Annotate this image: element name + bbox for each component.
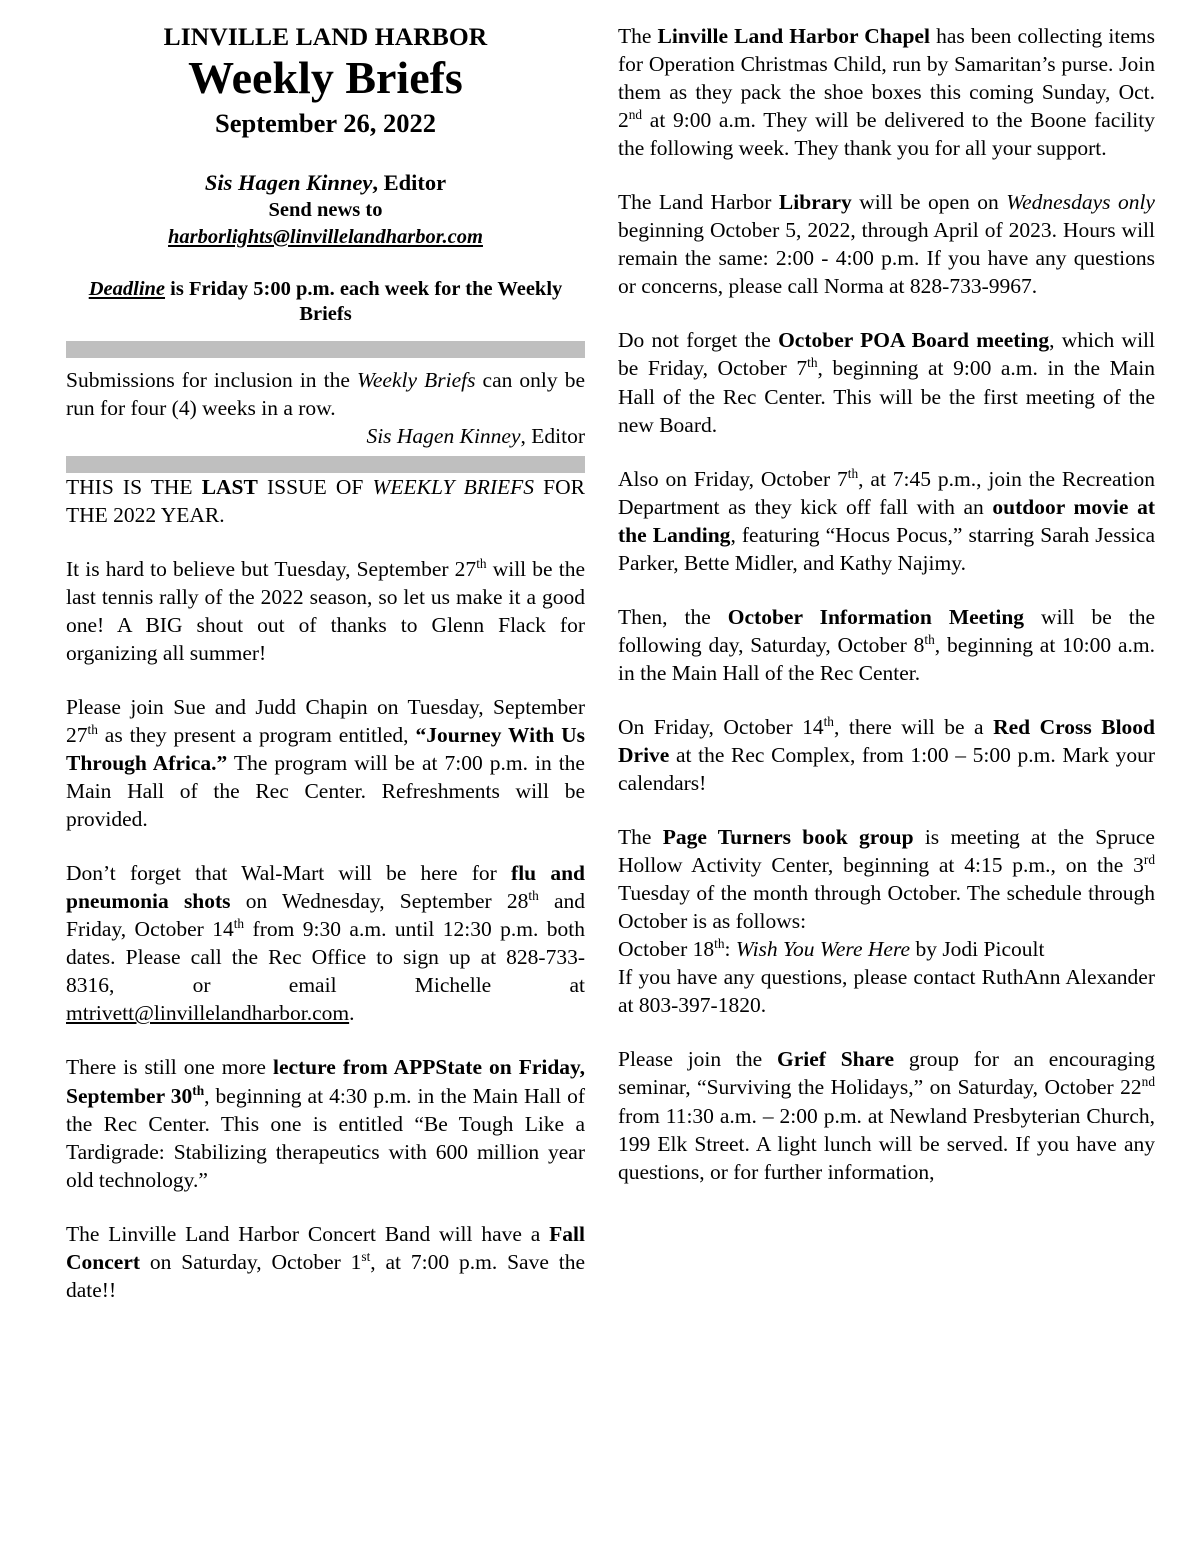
r7b-c: by Jodi Picoult <box>910 937 1045 962</box>
right-column <box>618 22 1155 1553</box>
submissions-text-a: Submissions for inclusion in the <box>66 367 357 392</box>
p5-b: , beginning at 4:30 p.m. in the Main Hall of the Rec Center. This one is entitled “Be Tough Like a Tardigrade: Stabilizing therapeutics with 600 million year old technology.” <box>66 1083 585 1192</box>
michelle-email-link[interactable]: mtrivett@linvillelandharbor.com <box>66 1001 350 1026</box>
r5-b: will be the following day, Saturday, October 8 <box>618 604 1155 657</box>
paragraph-book-schedule <box>618 935 1155 963</box>
paragraph-blood-drive <box>618 713 1155 797</box>
r4-b: , at 7:45 p.m., join the Recreation Department as they kick off fall with an <box>618 466 1155 519</box>
r5-sup: th <box>924 631 935 647</box>
p2-sup: th <box>476 555 487 571</box>
p5-a: There is still one more <box>66 1055 273 1080</box>
r7-c: Tuesday of the month through October. The schedule through October is as follows: <box>618 881 1155 934</box>
paragraph-walmart-shots <box>66 859 585 1027</box>
editor-role: , Editor <box>372 170 447 196</box>
r4-sup: th <box>847 465 859 481</box>
r4-bold: outdoor movie at the Landing <box>618 494 1155 547</box>
paragraph-library-hours <box>618 188 1155 300</box>
p6-bold: Fall Concert <box>66 1221 585 1274</box>
r6-bold: Red Cross Blood Drive <box>618 714 1155 767</box>
p4-bold: flu and pneumonia shots <box>66 861 585 914</box>
r2-italic: Wednesdays only <box>1006 190 1155 215</box>
p4-d: from 9:30 a.m. until 12:30 p.m. both dates. Please call the Rec Office to sign up at 828-733-8316, or email Michelle at <box>66 917 586 998</box>
p1-a: THIS IS THE <box>66 474 202 499</box>
p1-bold: LAST <box>201 474 258 499</box>
r7b-b: : <box>724 937 736 962</box>
gray-divider-top <box>66 341 585 358</box>
r2-a: The Land Harbor <box>618 190 779 215</box>
book-title: Wish You Were Here <box>735 937 911 962</box>
paragraph-poa-board-meeting <box>618 326 1155 438</box>
gray-divider-bottom <box>66 456 585 473</box>
p5-sup: th <box>192 1082 205 1098</box>
r8-c: from 11:30 a.m. – 2:00 p.m. at Newland Presbyterian Church, 199 Elk Street. A light lunch will be served. If you have any questions, or for further information, <box>618 1103 1155 1184</box>
r1-c: at 9:00 a.m. They will be delivered to the Boone facility the following week. They thank you for all your support. <box>618 108 1155 161</box>
p1-italic: WEEKLY BRIEFS <box>372 474 535 499</box>
p4-b: on Wednesday, September 28 <box>230 889 529 914</box>
p6-a: The Linville Land Harbor Concert Band will have a <box>66 1221 550 1246</box>
r7-sup1: rd <box>1143 851 1155 867</box>
r2-bold: Library <box>778 190 852 215</box>
paragraph-appstate-lecture <box>66 1053 585 1193</box>
p4-a: Don’t forget that Wal-Mart will be here for <box>66 861 512 886</box>
r3-sup: th <box>807 355 818 371</box>
signature-name: Sis Hagen Kinney <box>366 423 521 448</box>
p3-c: The program will be at 7:00 p.m. in the Main Hall of the Rec Center. Refreshments will be provided. <box>66 751 585 832</box>
paragraph-book-contact <box>618 963 1155 1019</box>
p6-c: , at 7:00 p.m. Save the date!! <box>66 1249 585 1302</box>
r7b-a: October 18 <box>618 937 715 962</box>
paragraph-last-issue <box>66 473 585 529</box>
r7-a: The <box>618 825 663 850</box>
r4-c: , featuring “Hocus Pocus,” starring Sarah Jessica Parker, Bette Midler, and Kathy Najimy. <box>618 522 1155 575</box>
r4-a: Also on Friday, October 7 <box>618 466 848 491</box>
submissions-note <box>66 367 585 423</box>
deadline-keyword: Deadline <box>88 277 166 300</box>
deadline-text: is Friday 5:00 p.m. each week for the Weekly Briefs <box>165 277 563 326</box>
p1-b: ISSUE OF <box>257 474 373 499</box>
r8-b: group for an encouraging seminar, “Surviving the Holidays,” on Saturday, October 22 <box>618 1047 1155 1100</box>
paragraph-africa-program <box>66 693 585 833</box>
p5-bold1: lecture from APPState on Friday, September 30 <box>66 1055 586 1108</box>
r5-c: , beginning at 10:00 a.m. in the Main Hall of the Rec Center. <box>618 632 1155 685</box>
r3-c: , beginning at 9:00 a.m. in the Main Hall of the Rec Center. This will be the first meeting of the new Board. <box>618 356 1155 437</box>
r1-b: has been collecting items for Operation Christmas Child, run by Samaritan’s purse. Join them as they pack the shoe boxes this coming Sunday, Oct. 2 <box>618 24 1155 133</box>
masthead-date: September 26, 2022 <box>214 107 437 138</box>
editor-email[interactable]: harborlights@linvillelandharbor.com <box>168 226 483 248</box>
r6-b: , there will be a <box>833 714 994 739</box>
r7b-sup: th <box>714 936 725 952</box>
r7c-a: If you have any questions, please contact RuthAnn Alexander at 803-397-1820. <box>618 965 1155 1018</box>
r7-bold: Page Turners book group <box>662 825 914 850</box>
p6-b: on Saturday, October 1 <box>140 1249 362 1274</box>
r6-sup: th <box>823 713 834 729</box>
editor-name: Sis Hagen Kinney <box>204 170 373 196</box>
r5-a: Then, the <box>618 604 728 629</box>
paragraph-fall-concert <box>66 1220 585 1304</box>
editor-block <box>66 169 585 250</box>
p6-sup: st <box>361 1248 371 1264</box>
r1-a: The <box>618 24 658 48</box>
r8-sup: nd <box>1141 1074 1155 1090</box>
paragraph-information-meeting <box>618 603 1155 687</box>
r3-b: , which will be Friday, October 7 <box>618 328 1156 381</box>
r8-a: Please join the <box>618 1047 777 1072</box>
page-title: Weekly Briefs <box>188 52 463 104</box>
r2-c: beginning October 5, 2022, through April of 2023. Hours will remain the same: 2:00 - 4:00 p.m. If you have any questions or concerns, please call Norma at 828-733-9967. <box>618 218 1155 299</box>
r5-bold: October Information Meeting <box>727 604 1025 629</box>
r6-a: On Friday, October 14 <box>618 714 824 739</box>
paragraph-grief-share <box>618 1045 1155 1185</box>
r7-b: is meeting at the Spruce Hollow Activity Center, beginning at 4:15 p.m., on the 3 <box>618 825 1155 878</box>
r8-bold: Grief Share <box>776 1047 895 1072</box>
r6-c: at the Rec Complex, from 1:00 – 5:00 p.m. Mark your calendars! <box>618 742 1155 796</box>
p4-sup2: th <box>233 916 245 932</box>
paragraph-chapel-christmas-child <box>618 22 1155 162</box>
p4-e: . <box>349 1001 355 1026</box>
p3-sup: th <box>87 721 98 737</box>
masthead <box>66 22 585 138</box>
r3-a: Do not forget the <box>618 328 779 353</box>
p2-b: will be the last tennis rally of the 2022 season, so let us make it a good one! A BIG shout out of thanks to Glenn Flack for organizing all summer! <box>66 556 585 665</box>
editor-credit <box>66 169 585 196</box>
p2-a: It is hard to believe but Tuesday, September 27 <box>66 556 477 581</box>
deadline-notice <box>66 277 585 328</box>
paragraph-outdoor-movie <box>618 465 1155 577</box>
p3-a: Please join Sue and Judd Chapin on Tuesday, September 27 <box>66 694 585 748</box>
left-column <box>66 22 585 1553</box>
p3-bold: “Journey With Us Through Africa.” <box>66 723 585 776</box>
r3-bold: October POA Board meeting <box>778 328 1050 353</box>
p4-sup1: th <box>528 888 539 904</box>
masthead-organization: LINVILLE LAND HARBOR <box>163 22 488 51</box>
paragraph-page-turners <box>618 823 1155 935</box>
send-news-label: Send news to <box>268 199 383 222</box>
p1-c: FOR THE 2022 YEAR. <box>66 474 585 527</box>
r1-sup: nd <box>628 106 643 122</box>
p3-b: as they present a program entitled, <box>97 723 416 748</box>
submissions-publication-name: Weekly Briefs <box>356 367 476 392</box>
submissions-text-b: can only be run for four (4) weeks in a row. <box>66 367 586 420</box>
paragraph-tennis-rally <box>66 555 585 667</box>
signature-role: , Editor <box>520 423 585 448</box>
r1-bold: Linville Land Harbor Chapel <box>657 24 930 48</box>
p4-c: and Friday, October 14 <box>66 889 585 942</box>
r2-b: will be open on <box>851 190 1007 215</box>
submissions-signature <box>66 423 585 451</box>
